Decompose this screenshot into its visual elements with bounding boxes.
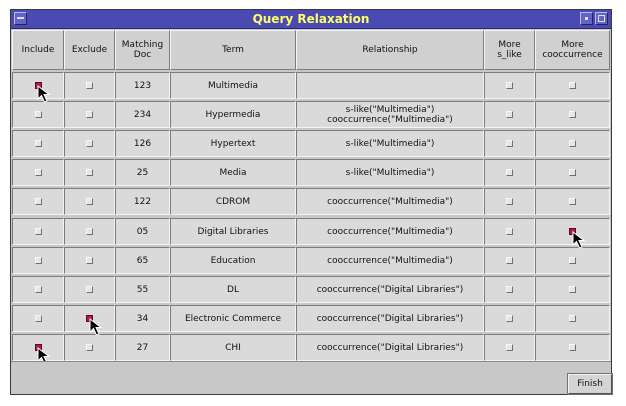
table-cell-more-slike (484, 247, 535, 274)
table-cell-exclude (64, 334, 115, 361)
exclude-checkbox[interactable] (86, 257, 93, 264)
matching-doc-count: 65 (136, 255, 149, 266)
table-cell-include (12, 101, 64, 128)
more-slike-checkbox[interactable] (506, 344, 513, 351)
include-checkbox[interactable] (35, 315, 42, 322)
table-cell-more-slike (484, 218, 535, 245)
more-cooccurrence-checkbox[interactable] (569, 257, 576, 264)
table-cell-relationship (296, 130, 484, 157)
include-checkbox[interactable] (35, 140, 42, 147)
table-cell-exclude (64, 247, 115, 274)
table-cell-count (115, 101, 170, 128)
header-matching-doc: Matching Doc (115, 30, 170, 70)
table-cell-term (170, 188, 296, 215)
exclude-checkbox[interactable] (86, 82, 93, 89)
more-cooccurrence-checkbox[interactable] (569, 82, 576, 89)
table-cell-more-slike (484, 334, 535, 361)
mouse-pointer-icon (572, 231, 588, 251)
table-cell-exclude (64, 276, 115, 303)
relationship-text: cooccurrence("Digital Libraries") (316, 284, 464, 295)
table-cell-count (115, 72, 170, 99)
table-cell-more-slike (484, 305, 535, 332)
table-cell-more-cooc (535, 188, 610, 215)
finish-button[interactable]: Finish (568, 374, 612, 394)
matching-doc-count: 27 (136, 342, 149, 353)
term-label: Multimedia (207, 80, 259, 91)
exclude-checkbox[interactable] (86, 344, 93, 351)
exclude-checkbox[interactable] (86, 198, 93, 205)
table-cell-relationship (296, 305, 484, 332)
table-cell-count (115, 130, 170, 157)
term-label: DL (227, 284, 239, 295)
exclude-checkbox[interactable] (86, 111, 93, 118)
table-cell-relationship (296, 72, 484, 99)
table-cell-term (170, 218, 296, 245)
table-cell-include (12, 305, 64, 332)
table-cell-exclude (64, 188, 115, 215)
table-cell-relationship (296, 101, 484, 128)
table-cell-count (115, 188, 170, 215)
more-cooccurrence-checkbox[interactable] (569, 198, 576, 205)
matching-doc-count: 55 (136, 284, 149, 295)
exclude-checkbox[interactable] (86, 286, 93, 293)
more-cooccurrence-checkbox[interactable] (569, 140, 576, 147)
table-cell-count (115, 276, 170, 303)
relationship-text: cooccurrence("Multimedia") (327, 196, 453, 207)
table-cell-count (115, 159, 170, 186)
table-cell-more-cooc (535, 305, 610, 332)
include-checkbox[interactable] (35, 286, 42, 293)
exclude-checkbox[interactable] (86, 228, 93, 235)
table-cell-relationship (296, 218, 484, 245)
table-cell-relationship (296, 247, 484, 274)
matching-doc-count: 34 (136, 313, 149, 324)
mouse-pointer-icon (89, 318, 105, 338)
table-cell-exclude (64, 159, 115, 186)
more-slike-checkbox[interactable] (506, 228, 513, 235)
table-cell-count (115, 247, 170, 274)
table-cell-more-slike (484, 188, 535, 215)
header-exclude: Exclude (64, 30, 115, 70)
more-slike-checkbox[interactable] (506, 140, 513, 147)
more-slike-checkbox[interactable] (506, 198, 513, 205)
relationship-text: cooccurrence("Digital Libraries") (316, 313, 464, 324)
more-slike-checkbox[interactable] (506, 169, 513, 176)
exclude-checkbox[interactable] (86, 169, 93, 176)
table-cell-term (170, 101, 296, 128)
query-relaxation-window (10, 9, 612, 395)
table-cell-more-cooc (535, 334, 610, 361)
table-cell-count (115, 334, 170, 361)
header-more-cooccurrence: More cooccurrence (535, 30, 610, 70)
term-label: Media (219, 167, 247, 178)
table-cell-term (170, 334, 296, 361)
term-label: Hypermedia (205, 109, 261, 120)
maximize-icon[interactable] (595, 12, 608, 25)
table-cell-more-slike (484, 101, 535, 128)
table-cell-include (12, 218, 64, 245)
table-cell-count (115, 218, 170, 245)
table-cell-include (12, 188, 64, 215)
relationship-text: cooccurrence("Digital Libraries") (316, 342, 464, 353)
matching-doc-count: 122 (133, 196, 152, 207)
header-relationship: Relationship (296, 30, 484, 70)
more-slike-checkbox[interactable] (506, 257, 513, 264)
table-cell-count (115, 305, 170, 332)
relationship-text: s-like("Multimedia") (345, 104, 435, 115)
include-checkbox[interactable] (35, 228, 42, 235)
table-cell-more-cooc (535, 276, 610, 303)
more-cooccurrence-checkbox[interactable] (569, 315, 576, 322)
table-cell-exclude (64, 218, 115, 245)
table-cell-more-cooc (535, 101, 610, 128)
term-label: Education (210, 255, 256, 266)
table-cell-more-slike (484, 276, 535, 303)
more-cooccurrence-checkbox[interactable] (569, 286, 576, 293)
table-cell-exclude (64, 72, 115, 99)
matching-doc-count: 123 (133, 80, 152, 91)
term-label: Digital Libraries (197, 226, 269, 237)
table-cell-include (12, 130, 64, 157)
table-cell-term (170, 276, 296, 303)
table-cell-more-slike (484, 159, 535, 186)
more-slike-checkbox[interactable] (506, 315, 513, 322)
table-cell-relationship (296, 334, 484, 361)
include-checkbox[interactable] (35, 257, 42, 264)
matching-doc-count: 25 (136, 167, 149, 178)
include-checkbox[interactable] (35, 169, 42, 176)
table-cell-more-cooc (535, 72, 610, 99)
window-title: Query Relaxation (252, 12, 370, 26)
table-cell-term (170, 130, 296, 157)
more-slike-checkbox[interactable] (506, 82, 513, 89)
table-cell-more-slike (484, 72, 535, 99)
button-bar (11, 361, 611, 394)
table-cell-exclude (64, 101, 115, 128)
table-cell-exclude (64, 130, 115, 157)
table-cell-more-cooc (535, 130, 610, 157)
title-bar[interactable] (11, 10, 611, 29)
term-label: Electronic Commerce (184, 313, 282, 324)
table-cell-include (12, 276, 64, 303)
term-label: Hypertext (210, 138, 256, 149)
table-cell-term (170, 159, 296, 186)
matching-doc-count: 05 (136, 226, 149, 237)
matching-doc-count: 234 (133, 109, 152, 120)
table-cell-term (170, 72, 296, 99)
header-include: Include (12, 30, 64, 70)
table-cell-relationship (296, 276, 484, 303)
term-label: CDROM (215, 196, 251, 207)
relationship-text: cooccurrence("Multimedia") (327, 255, 453, 266)
exclude-checkbox[interactable] (86, 140, 93, 147)
table-cell-relationship (296, 188, 484, 215)
relationship-text: s-like("Multimedia") (345, 138, 435, 149)
term-label: CHI (225, 342, 241, 353)
more-cooccurrence-checkbox[interactable] (569, 111, 576, 118)
table-cell-more-cooc (535, 159, 610, 186)
table-cell-relationship (296, 159, 484, 186)
more-cooccurrence-checkbox[interactable] (569, 344, 576, 351)
table-cell-more-cooc (535, 247, 610, 274)
table-cell-term (170, 305, 296, 332)
more-slike-checkbox[interactable] (506, 286, 513, 293)
table-cell-term (170, 247, 296, 274)
relationship-text: s-like("Multimedia") (345, 167, 435, 178)
table-cell-more-slike (484, 130, 535, 157)
relationship-text: cooccurrence("Multimedia") (327, 226, 453, 237)
matching-doc-count: 126 (133, 138, 152, 149)
minimize-icon[interactable] (580, 12, 593, 25)
table-cell-include (12, 159, 64, 186)
more-slike-checkbox[interactable] (506, 111, 513, 118)
include-checkbox[interactable] (35, 111, 42, 118)
include-checkbox[interactable] (35, 198, 42, 205)
more-cooccurrence-checkbox[interactable] (569, 169, 576, 176)
table-cell-include (12, 247, 64, 274)
header-more-slike: More s_like (484, 30, 535, 70)
mouse-pointer-icon (37, 85, 53, 105)
header-term: Term (170, 30, 296, 70)
relationship-text: cooccurrence("Multimedia") (327, 114, 453, 125)
